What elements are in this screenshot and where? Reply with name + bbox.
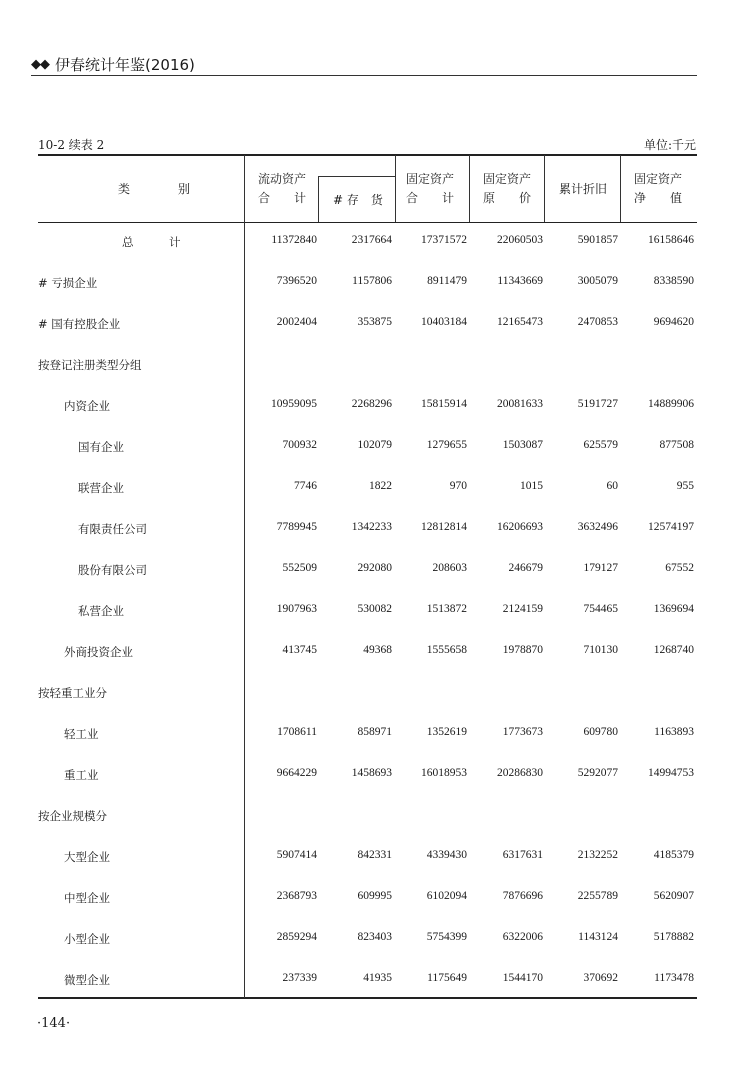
cell-current-assets: 552509 [282, 562, 317, 574]
column-header-fixed-assets-net: 固定资产 净 值 [634, 172, 683, 205]
row-label: 中型企业 [64, 891, 110, 905]
cell-accumulated-depreciation: 609780 [583, 726, 618, 738]
cell-current-assets: 237339 [282, 972, 317, 984]
cell-accumulated-depreciation: 2470853 [577, 316, 618, 328]
table-row [38, 396, 697, 416]
table-row [38, 232, 697, 252]
table-row [38, 355, 697, 375]
cell-fixed-assets-net: 14994753 [648, 767, 694, 779]
cell-fixed-assets-total: 15815914 [421, 398, 467, 410]
cell-accumulated-depreciation: 1143124 [578, 931, 618, 943]
cell-fixed-assets-original: 12165473 [497, 316, 543, 328]
cell-current-assets: 5907414 [276, 849, 317, 861]
cell-fixed-assets-total: 6102094 [426, 890, 467, 902]
cell-inventory: 530082 [357, 603, 392, 615]
table-row [38, 724, 697, 744]
cell-fixed-assets-net: 1369694 [653, 603, 694, 615]
cell-current-assets: 2368793 [276, 890, 317, 902]
cell-current-assets: 7396520 [276, 275, 317, 287]
cell-accumulated-depreciation: 5191727 [577, 398, 618, 410]
cell-fixed-assets-total: 12812814 [421, 521, 467, 533]
cell-accumulated-depreciation: 2255789 [577, 890, 618, 902]
cell-inventory: 1342233 [351, 521, 392, 533]
column-divider [620, 155, 621, 222]
cell-accumulated-depreciation: 710130 [583, 644, 618, 656]
cell-fixed-assets-total: 1175649 [427, 972, 467, 984]
cell-current-assets: 1708611 [277, 726, 317, 738]
row-label: 小型企业 [64, 932, 110, 946]
book-title: 伊春统计年鉴(2016) [55, 55, 195, 74]
row-label: 大型企业 [64, 850, 110, 864]
column-divider [544, 155, 545, 222]
cell-inventory: 49368 [363, 644, 392, 656]
row-label: 按企业规模分 [38, 809, 107, 823]
cell-fixed-assets-total: 16018953 [421, 767, 467, 779]
table-row [38, 642, 697, 662]
table-bottom-rule [38, 997, 697, 999]
cell-fixed-assets-original: 6317631 [502, 849, 543, 861]
cell-inventory: 609995 [357, 890, 392, 902]
table-row [38, 478, 697, 498]
table-row [38, 314, 697, 334]
cell-current-assets: 2859294 [276, 931, 317, 943]
cell-current-assets: 11372840 [271, 234, 317, 246]
table-row [38, 847, 697, 867]
cell-inventory: 41935 [363, 972, 392, 984]
cell-fixed-assets-net: 8338590 [653, 275, 694, 287]
cell-fixed-assets-original: 6322006 [502, 931, 543, 943]
cell-fixed-assets-total: 10403184 [421, 316, 467, 328]
cell-inventory: 102079 [357, 439, 392, 451]
cell-current-assets: 7746 [294, 480, 317, 492]
cell-inventory: 353875 [357, 316, 392, 328]
cell-current-assets: 1907963 [276, 603, 317, 615]
row-label: 内资企业 [64, 399, 110, 413]
inventory-subhead-divider [318, 176, 319, 222]
column-header-accumulated-depreciation: 累计折旧 [559, 182, 608, 196]
table-row [38, 560, 697, 580]
cell-fixed-assets-original: 20286830 [497, 767, 543, 779]
column-header-inventory: # 存 货 [333, 193, 383, 207]
cell-fixed-assets-net: 5620907 [653, 890, 694, 902]
cell-inventory: 858971 [357, 726, 392, 738]
cell-inventory: 823403 [357, 931, 392, 943]
cell-fixed-assets-total: 5754399 [426, 931, 467, 943]
table-row [38, 273, 697, 293]
cell-inventory: 1157806 [352, 275, 392, 287]
cell-fixed-assets-original: 7876696 [502, 890, 543, 902]
cell-inventory: 1458693 [351, 767, 392, 779]
cell-current-assets: 2002404 [276, 316, 317, 328]
cell-fixed-assets-original: 1503087 [502, 439, 543, 451]
table-row [38, 929, 697, 949]
table-row [38, 888, 697, 908]
row-label: 按登记注册类型分组 [38, 358, 142, 372]
cell-fixed-assets-net: 955 [676, 480, 694, 492]
row-label: 联营企业 [78, 481, 124, 495]
cell-inventory: 842331 [357, 849, 392, 861]
diamond-bullet-icon: ◆◆ [31, 56, 49, 72]
header-rule [31, 75, 697, 76]
cell-accumulated-depreciation: 3005079 [577, 275, 618, 287]
row-label: # 亏损企业 [38, 276, 98, 290]
cell-fixed-assets-net: 1163893 [654, 726, 694, 738]
table-row [38, 683, 697, 703]
cell-fixed-assets-net: 67552 [665, 562, 694, 574]
row-label: 重工业 [64, 768, 99, 782]
row-label: 私营企业 [78, 604, 124, 618]
table-row [38, 519, 697, 539]
column-divider [395, 155, 396, 222]
cell-fixed-assets-total: 8911479 [427, 275, 467, 287]
cell-fixed-assets-net: 12574197 [648, 521, 694, 533]
cell-accumulated-depreciation: 179127 [583, 562, 618, 574]
cell-accumulated-depreciation: 5292077 [577, 767, 618, 779]
column-divider [469, 155, 470, 222]
cell-fixed-assets-original: 1773673 [502, 726, 543, 738]
cell-current-assets: 700932 [282, 439, 317, 451]
cell-inventory: 292080 [357, 562, 392, 574]
table-id: 10-2 续表 2 [38, 138, 105, 152]
table-top-rule [38, 154, 697, 156]
cell-fixed-assets-total: 1279655 [426, 439, 467, 451]
cell-fixed-assets-total: 17371572 [421, 234, 467, 246]
page-number: ·144· [37, 1016, 71, 1031]
cell-fixed-assets-original: 1978870 [502, 644, 543, 656]
cell-current-assets: 7789945 [276, 521, 317, 533]
cell-fixed-assets-net: 5178882 [653, 931, 694, 943]
column-header-category: 类 别 [118, 182, 209, 196]
cell-fixed-assets-net: 14889906 [648, 398, 694, 410]
cell-fixed-assets-net: 9694620 [653, 316, 694, 328]
cell-fixed-assets-net: 1173478 [654, 972, 694, 984]
table-row [38, 806, 697, 826]
cell-fixed-assets-total: 1513872 [426, 603, 467, 615]
cell-accumulated-depreciation: 5901857 [577, 234, 618, 246]
row-label: 外商投资企业 [64, 645, 133, 659]
cell-fixed-assets-original: 1544170 [502, 972, 543, 984]
column-header-fixed-assets-original: 固定资产 原 价 [483, 172, 532, 205]
cell-fixed-assets-original: 2124159 [502, 603, 543, 615]
running-header [31, 53, 195, 75]
table-unit: 单位:千元 [643, 138, 696, 152]
cell-fixed-assets-original: 1015 [520, 480, 543, 492]
table-row [38, 601, 697, 621]
cell-fixed-assets-net: 1268740 [653, 644, 694, 656]
row-label: 总 计 [122, 235, 193, 249]
row-label: 国有企业 [78, 440, 124, 454]
cell-inventory: 1822 [369, 480, 392, 492]
cell-accumulated-depreciation: 60 [606, 480, 618, 492]
cell-fixed-assets-total: 1555658 [426, 644, 467, 656]
inventory-subhead-rule [318, 176, 395, 177]
cell-fixed-assets-original: 20081633 [497, 398, 543, 410]
table-row [38, 765, 697, 785]
cell-accumulated-depreciation: 2132252 [577, 849, 618, 861]
cell-inventory: 2268296 [351, 398, 392, 410]
table-row [38, 970, 697, 990]
cell-fixed-assets-total: 4339430 [426, 849, 467, 861]
column-header-fixed-assets-total: 固定资产 合 计 [406, 172, 455, 205]
cell-current-assets: 413745 [282, 644, 317, 656]
cell-current-assets: 9664229 [276, 767, 317, 779]
cell-fixed-assets-net: 16158646 [648, 234, 694, 246]
cell-inventory: 2317664 [351, 234, 392, 246]
cell-fixed-assets-original: 16206693 [497, 521, 543, 533]
cell-fixed-assets-original: 22060503 [497, 234, 543, 246]
cell-accumulated-depreciation: 3632496 [577, 521, 618, 533]
cell-fixed-assets-total: 208603 [432, 562, 467, 574]
row-label: # 国有控股企业 [38, 317, 121, 331]
cell-current-assets: 10959095 [271, 398, 317, 410]
cell-accumulated-depreciation: 754465 [583, 603, 618, 615]
cell-fixed-assets-net: 877508 [659, 439, 694, 451]
cell-fixed-assets-total: 1352619 [426, 726, 467, 738]
cell-fixed-assets-original: 246679 [508, 562, 543, 574]
column-header-current-assets: 流动资产 合 计 [258, 172, 307, 205]
table-header-rule [38, 222, 697, 223]
cell-accumulated-depreciation: 370692 [583, 972, 618, 984]
cell-fixed-assets-total: 970 [449, 480, 467, 492]
cell-fixed-assets-original: 11343669 [497, 275, 543, 287]
row-label: 按轻重工业分 [38, 686, 107, 700]
row-label: 股份有限公司 [78, 563, 147, 577]
row-label: 轻工业 [64, 727, 99, 741]
cell-fixed-assets-net: 4185379 [653, 849, 694, 861]
cell-accumulated-depreciation: 625579 [583, 439, 618, 451]
row-label: 有限责任公司 [78, 522, 147, 536]
row-label: 微型企业 [64, 973, 110, 987]
table-row [38, 437, 697, 457]
